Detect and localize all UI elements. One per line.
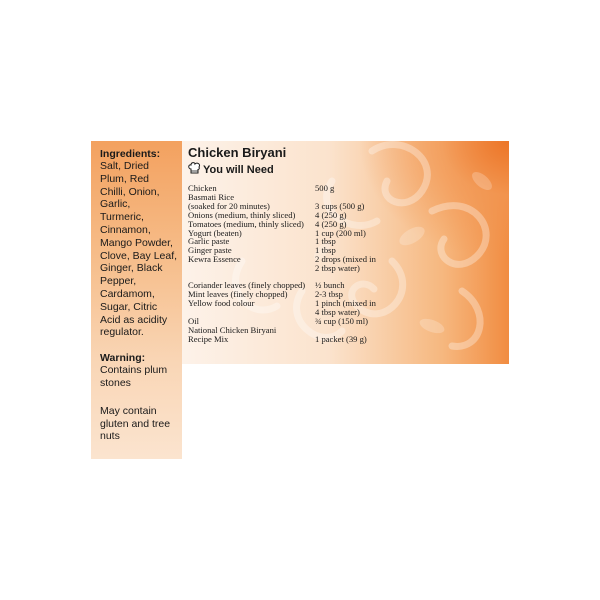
ingredient-quantity: ½ bunch — [315, 280, 345, 291]
recipe-panel — [182, 141, 509, 364]
ingredient-name: Tomatoes (medium, thinly sliced) — [188, 218, 304, 229]
text-line: stones — [100, 376, 131, 389]
text-line: Salt, Dried — [100, 160, 150, 172]
text-line: Mango Powder, — [100, 236, 173, 249]
ingredient-quantity: 4 tbsp water) — [315, 306, 360, 317]
ingredient-name: Basmati Rice — [188, 191, 235, 202]
you-will-need-heading — [188, 161, 506, 179]
warning-heading: Warning: — [100, 352, 146, 365]
ingredient-quantity: ¾ cup (150 ml) — [315, 315, 368, 326]
text-line: Cinnamon, — [100, 223, 151, 236]
text-line: Pepper, — [100, 275, 137, 288]
text-line: Acid as acidity — [100, 313, 168, 326]
ingredient-name: Onions (medium, thinly sliced) — [188, 209, 296, 220]
ingredient-row — [188, 229, 506, 238]
ingredient-quantity: 500 g — [315, 183, 335, 193]
recipe-ingredients-table — [188, 184, 506, 343]
ingredient-name: Yogurt (beaten) — [188, 227, 242, 238]
text-line: Garlic, — [100, 198, 131, 211]
ingredient-quantity: 2-3 tbsp — [315, 288, 343, 299]
ingredient-name: Kewra Essence — [188, 254, 241, 265]
ingredient-name: National Chicken Biryani — [188, 324, 277, 335]
ingredient-name: Mint leaves (finely chopped) — [188, 288, 288, 299]
you-will-need-label: You will Need — [203, 164, 274, 176]
ingredient-quantity: 1 packet (39 g) — [315, 333, 367, 344]
ingredients-list — [100, 160, 178, 339]
text-line: Ginger, Black — [100, 262, 163, 275]
allergen-note — [100, 405, 178, 443]
ingredient-quantity: 4 (250 g) — [315, 218, 347, 229]
ingredient-name: Ginger paste — [188, 245, 232, 256]
text-line: gluten and tree — [100, 417, 171, 430]
ingredient-quantity: 3 cups (500 g) — [315, 200, 365, 211]
ingredient-row — [188, 237, 506, 246]
ingredient-row — [188, 184, 506, 193]
text-line: Contains plum — [100, 364, 168, 377]
text-line: Sugar, Citric — [100, 300, 158, 313]
ingredient-name — [188, 308, 315, 317]
text-line: nuts — [100, 430, 120, 443]
text-line: Cardamom, — [100, 287, 155, 300]
ingredient-name: (soaked for 20 minutes) — [188, 200, 270, 211]
text-line: Chilli, Onion, — [100, 185, 160, 198]
ingredient-quantity: 2 tbsp water) — [315, 263, 360, 274]
ingredient-name: Garlic paste — [188, 236, 230, 247]
chef-hat-icon — [188, 161, 201, 179]
ingredient-quantity: 2 drops (mixed in — [315, 254, 376, 265]
ingredients-panel — [91, 141, 182, 459]
text-line: May contain — [100, 404, 157, 417]
warning-text — [100, 364, 178, 390]
ingredient-name: Yellow food colour — [188, 297, 255, 308]
ingredient-name: Chicken — [188, 183, 217, 193]
ingredient-quantity: 1 cup (200 ml) — [315, 227, 366, 238]
ingredient-quantity: 1 tbsp — [315, 236, 336, 247]
ingredient-row — [188, 264, 506, 273]
text-line: Turmeric, — [100, 211, 144, 224]
text-line: Clove, Bay Leaf, — [100, 249, 178, 262]
recipe-title: Chicken Biryani — [188, 145, 287, 160]
text-line: Plum, Red — [100, 172, 150, 185]
ingredient-name — [188, 264, 315, 273]
recipe-content — [188, 145, 506, 343]
ingredient-name: Oil — [188, 315, 199, 326]
ingredient-name: Coriander leaves (finely chopped) — [188, 280, 306, 291]
ingredients-heading: Ingredients: — [100, 148, 161, 160]
ingredient-quantity: 1 pinch (mixed in — [315, 297, 376, 308]
ingredient-name: Recipe Mix — [188, 333, 229, 344]
ingredient-row — [188, 335, 506, 344]
ingredient-quantity: 4 (250 g) — [315, 209, 347, 220]
ingredient-quantity: 1 tbsp — [315, 245, 336, 256]
text-line: regulator. — [100, 326, 144, 339]
